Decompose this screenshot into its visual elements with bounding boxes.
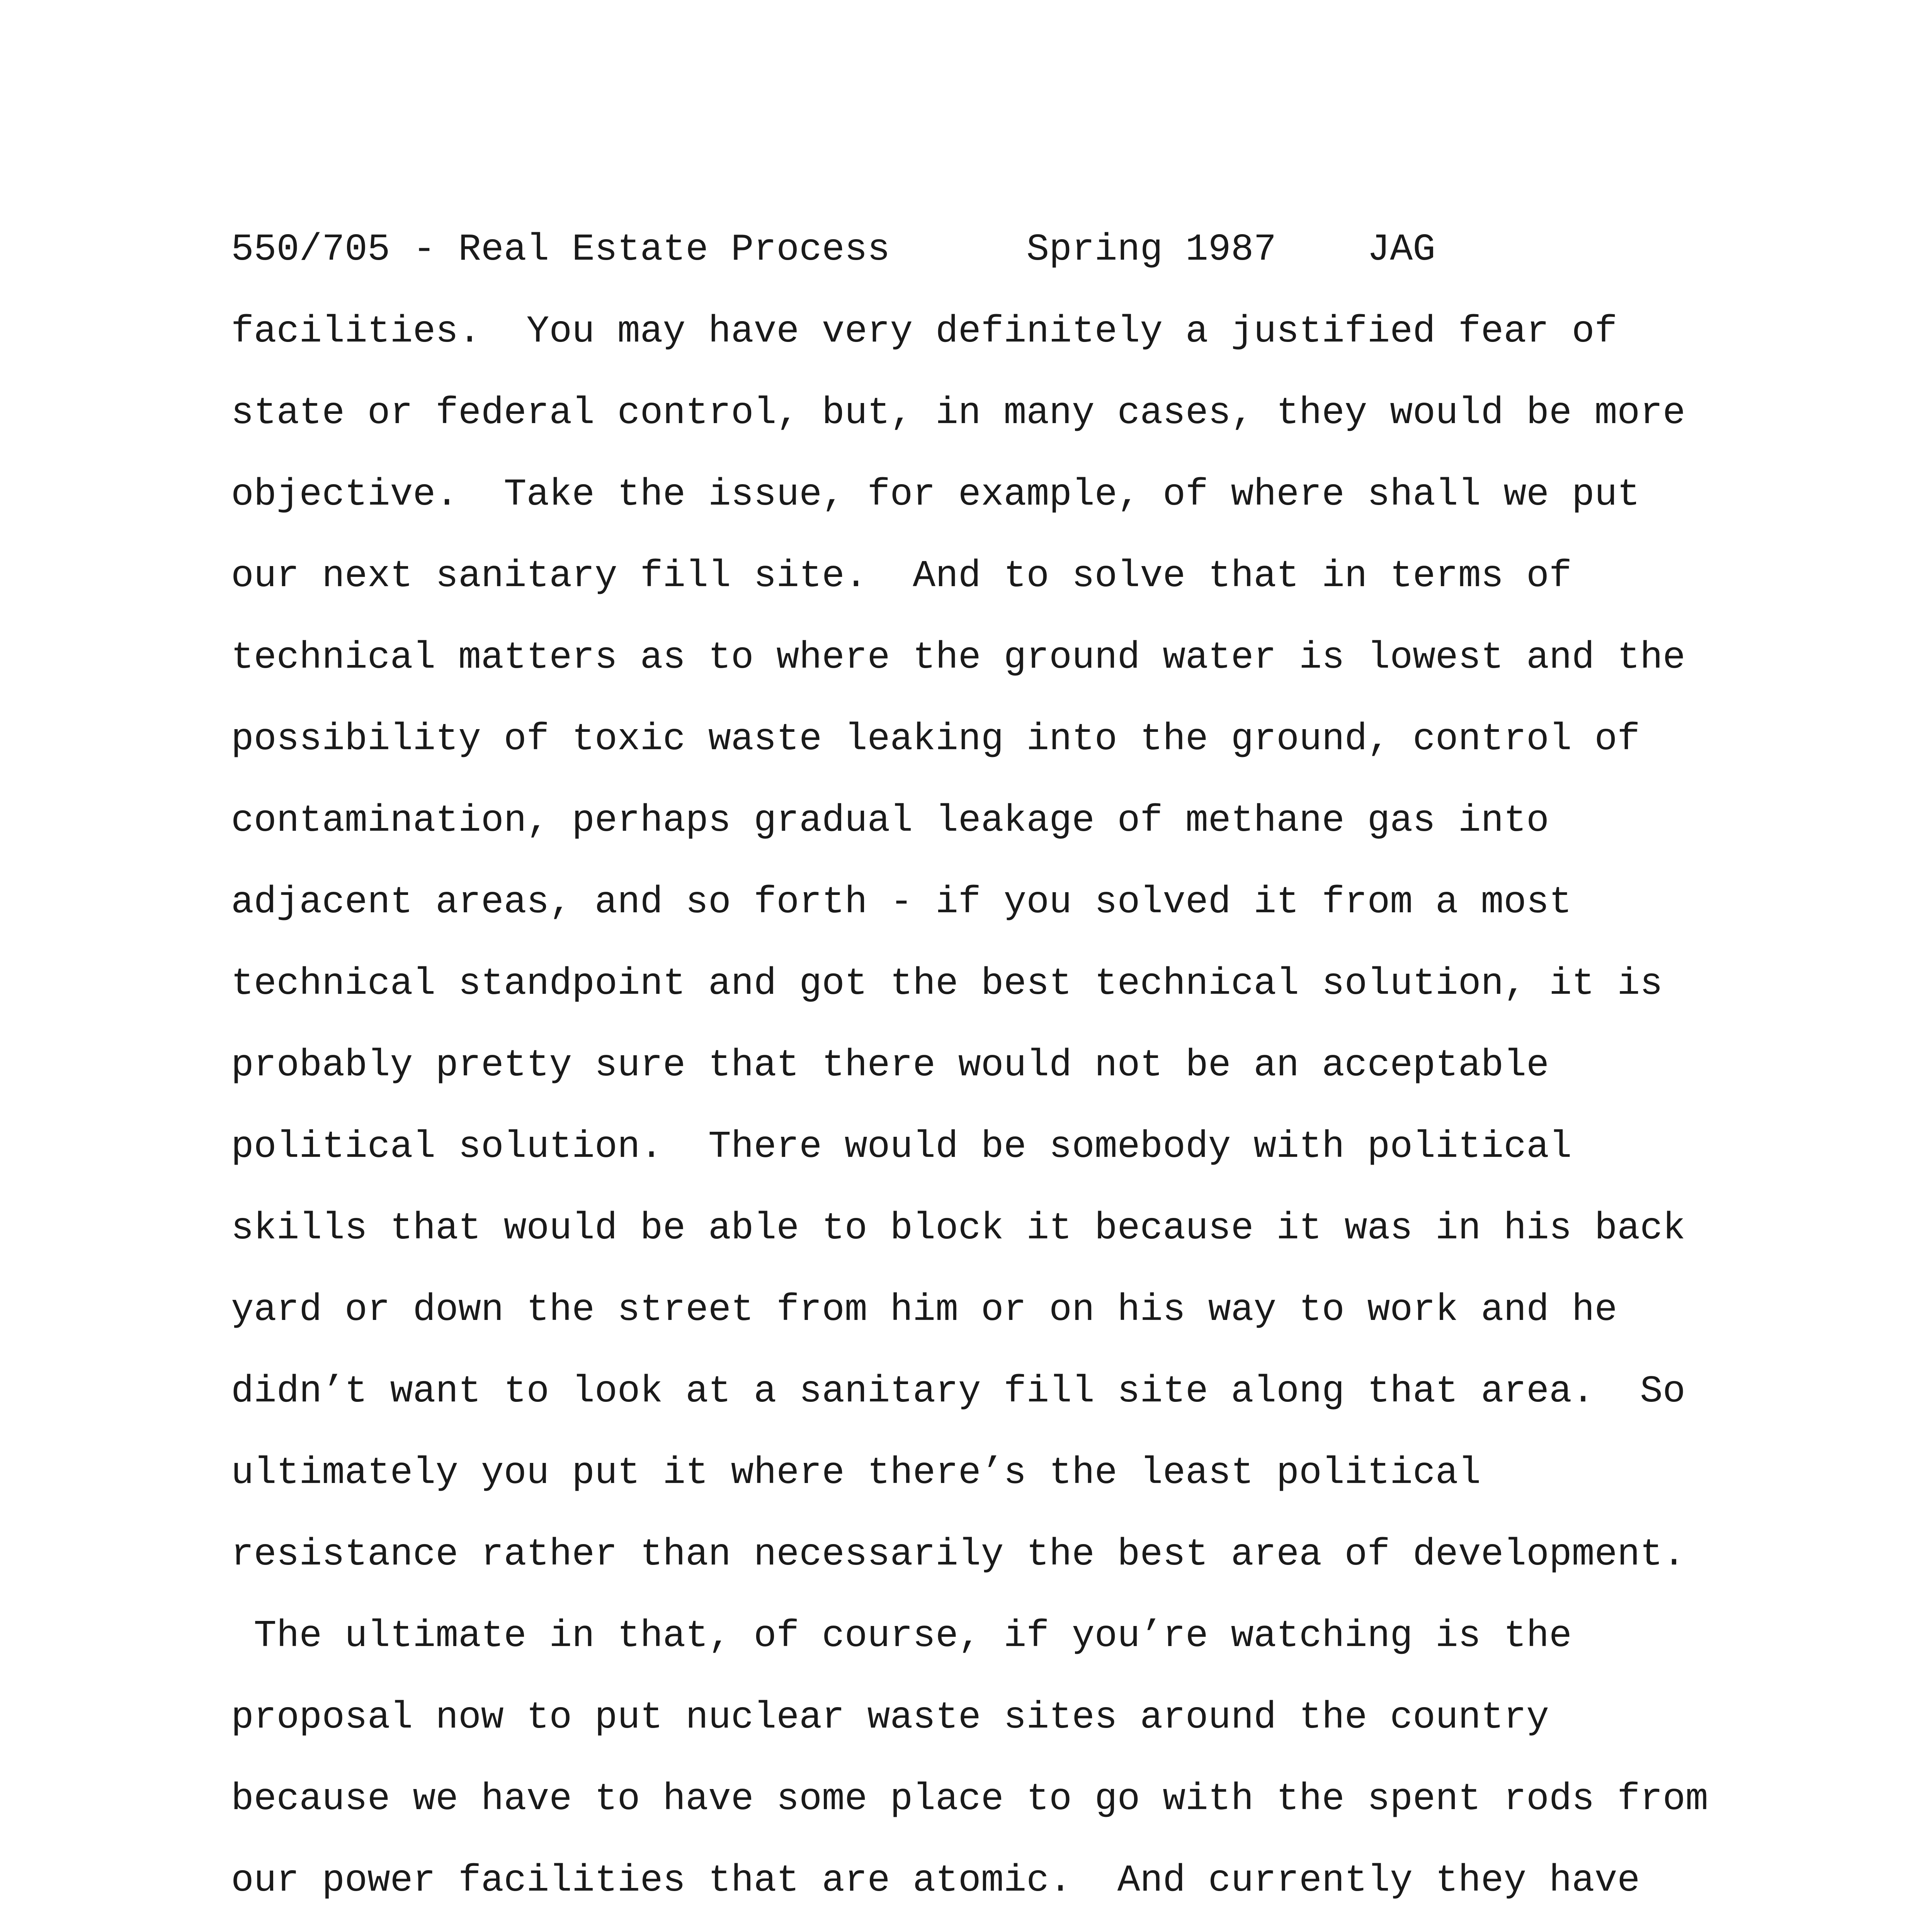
body-line: skills that would be able to block it because it was in his back — [231, 1207, 1685, 1250]
body-line: technical standpoint and got the best technical solution, it is — [231, 963, 1663, 1005]
body-line: resistance rather than necessarily the best area of development. — [231, 1533, 1685, 1576]
body-line: adjacent areas, and so forth - if you solved it from a most — [231, 881, 1572, 924]
body-line: probably pretty sure that there would not be an acceptable — [231, 1044, 1549, 1087]
body-line: our power facilities that are atomic. And currently they have — [231, 1859, 1640, 1902]
body-line: yard or down the street from him or on his way to work and he — [231, 1289, 1617, 1332]
body-line: proposal now to put nuclear waste sites around the country — [231, 1696, 1549, 1739]
body-line: technical matters as to where the ground water is lowest and the — [231, 636, 1685, 679]
body-line: ultimately you put it where there’s the least political — [231, 1452, 1481, 1495]
body-line: because we have to have some place to go with the spent rods from — [231, 1778, 1708, 1821]
body-line: objective. Take the issue, for example, of where shall we put — [231, 473, 1640, 516]
body-line: state or federal control, but, in many cases, they would be more — [231, 392, 1685, 435]
running-header: 550/705 - Real Estate Process Spring 1987 JAG — [231, 228, 1435, 271]
body-line: facilities. You may have very definitely a justified fear of — [231, 310, 1617, 353]
body-line: possibility of toxic waste leaking into the ground, control of — [231, 718, 1640, 761]
body-line: didn’t want to look at a sanitary fill site along that area. So — [231, 1370, 1685, 1413]
body-line: our next sanitary fill site. And to solve that in terms of — [231, 555, 1572, 598]
body-line: political solution. There would be somebody with political — [231, 1126, 1572, 1168]
body-line: The ultimate in that, of course, if you’re watching is the — [231, 1615, 1572, 1658]
body-line: contamination, perhaps gradual leakage of methane gas into — [231, 799, 1549, 842]
